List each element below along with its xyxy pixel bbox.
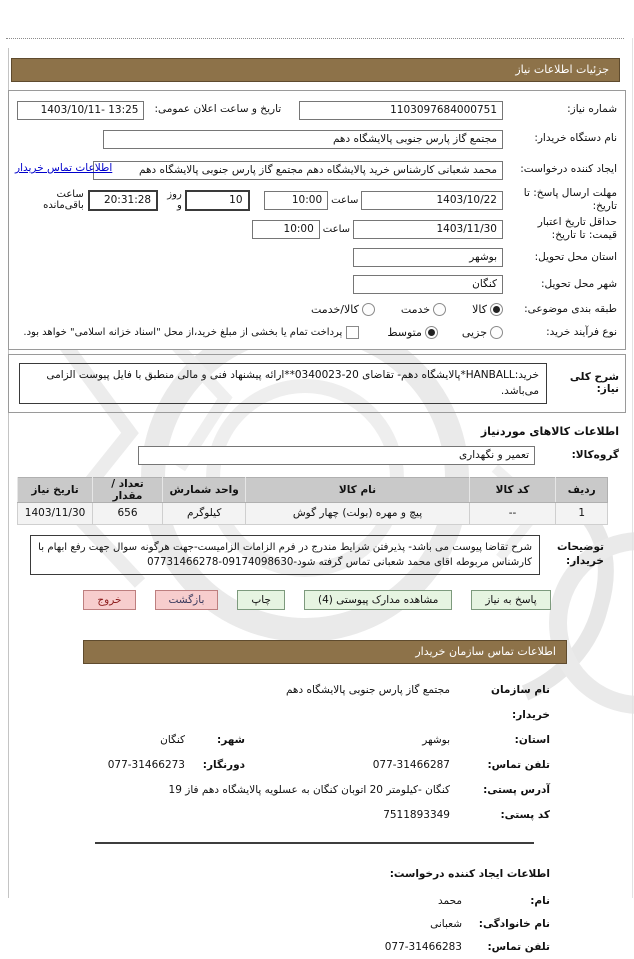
buyer-contact-info xyxy=(0,678,550,828)
need-details-page xyxy=(0,38,634,954)
dotted-separator xyxy=(6,38,624,39)
days-remaining-unit-label: روز و xyxy=(167,189,182,211)
contact-org-value: مجتمع گاز پارس جنوبی پالایشگاه دهم xyxy=(285,684,450,697)
action-buttons xyxy=(0,590,634,610)
contact-phone-value: 077-31466287 xyxy=(372,759,450,772)
contact-phone-label: تلفن تماس: xyxy=(487,759,550,772)
deadline-time-field[interactable]: 10:00 xyxy=(264,191,329,210)
days-remaining-field: 10 xyxy=(185,190,250,211)
radio-minor-label: جزیی xyxy=(461,326,487,339)
radio-minor[interactable] xyxy=(490,326,503,339)
treasury-checkbox-label: پرداخت تمام یا بخشی از مبلغ خرید،از محل "اسناد خزانه اسلامی" خواهد بود. xyxy=(23,327,343,338)
radio-medium-label: متوسط xyxy=(387,326,422,339)
request-creator-info xyxy=(0,890,634,959)
response-deadline-row xyxy=(13,186,621,214)
radio-goods-service[interactable] xyxy=(362,303,375,316)
delivery-province-row xyxy=(13,244,621,271)
radio-service[interactable] xyxy=(433,303,446,316)
creator-phone-row xyxy=(0,936,550,959)
need-number-row xyxy=(13,96,621,124)
purchase-process-label: نوع فرآیند خرید: xyxy=(546,325,617,338)
creator-last-name-row xyxy=(0,913,550,936)
view-attachments-button[interactable]: مشاهده مدارک پیوستی (4) xyxy=(304,590,452,610)
request-creator-row xyxy=(13,154,621,186)
need-description-field[interactable]: خرید:HANBALL*پالایشگاه دهم- تقاضای 20-0340023**ارائه پیشنهاد فنی و مالی منطبق با فایل پیوست الزامی می‌باشد. xyxy=(19,363,547,404)
contact-postal-row xyxy=(0,803,550,828)
contact-address-row xyxy=(0,778,550,803)
col-row-number: ردیف xyxy=(556,477,608,502)
radio-goods-service-label: کالا/خدمت xyxy=(311,303,359,316)
validity-time-field[interactable]: 10:00 xyxy=(252,220,320,239)
deadline-date-field[interactable]: 1403/10/22 xyxy=(361,191,503,210)
col-need-date: تاریخ نیاز xyxy=(18,477,93,502)
col-unit: واحد شمارش xyxy=(162,477,246,502)
print-button[interactable]: چاپ xyxy=(237,590,285,610)
creator-first-name-value: محمد xyxy=(438,895,462,908)
radio-service-label: خدمت xyxy=(400,303,431,316)
radio-goods[interactable] xyxy=(490,303,503,316)
creator-first-name-label: نام: xyxy=(530,895,550,908)
need-number-field[interactable]: 1103097684000751 xyxy=(299,101,503,120)
contact-address-value: کنگان -کیلومتر 20 اتوبان کنگان به عسلویه پالایشگاه دهم فاز 19 xyxy=(168,784,450,797)
back-button[interactable]: بازگشت xyxy=(155,590,219,610)
cell-goods-name: پیچ و مهره (بولت) چهار گوش xyxy=(246,502,469,524)
goods-section-heading: اطلاعات کالاهای موردنیاز xyxy=(480,424,619,438)
buyer-org-field[interactable]: مجتمع گاز پارس جنوبی پالایشگاه دهم xyxy=(103,130,503,149)
announce-datetime-field[interactable]: 1403/10/11- 13:25 xyxy=(17,101,144,120)
contact-fax-value: 077-31466273 xyxy=(107,759,185,772)
need-description-panel xyxy=(8,354,626,413)
announce-datetime-label: تاریخ و ساعت اعلان عمومی: xyxy=(154,103,282,116)
time-remaining-field: 20:31:28 xyxy=(88,190,158,211)
col-goods-code: کد کالا xyxy=(469,477,556,502)
col-goods-name: نام کالا xyxy=(246,477,469,502)
contact-province-value: بوشهر xyxy=(422,734,450,747)
creator-first-name-row xyxy=(0,890,550,913)
buyer-notes-row xyxy=(30,535,604,576)
buyer-notes-field[interactable]: شرح تقاضا پیوست می باشد- پذیرفتن شرایط مندرج در فرم الزامات الزامیست-جهت هرگونه سوال جهت رفع ابهام با کارشناس مربوطه اقای محمد شعبانی تماس گرفته شود-09174098630-07731466278 xyxy=(30,535,540,576)
creator-phone-label: تلفن تماس: xyxy=(487,941,550,954)
cell-need-date: 1403/11/30 xyxy=(18,502,93,524)
section-header-buyer-contact xyxy=(83,640,567,664)
goods-table-row[interactable] xyxy=(18,502,608,524)
contact-fax-label: دورنگار: xyxy=(202,759,245,772)
validity-date-field[interactable]: 1403/11/30 xyxy=(353,220,503,239)
contact-city-label: شهر: xyxy=(217,734,245,747)
price-validity-row xyxy=(13,214,621,244)
goods-group-row xyxy=(15,446,619,465)
col-quantity: تعداد / مقدار xyxy=(93,477,163,502)
contact-org-row xyxy=(0,678,550,728)
creator-last-name-value: شعبانی xyxy=(430,918,462,931)
contact-address-label: آدرس پستی: xyxy=(483,784,550,797)
contact-province-label: استان: xyxy=(514,734,550,747)
need-info-panel xyxy=(8,90,626,350)
goods-group-field[interactable]: تعمیر و نگهداری xyxy=(138,446,535,465)
buyer-org-label: نام دستگاه خریدار: xyxy=(534,132,617,145)
respond-to-need-button[interactable]: پاسخ به نیاز xyxy=(471,590,550,610)
need-number-label: شماره نیاز: xyxy=(567,103,617,116)
treasury-checkbox[interactable] xyxy=(346,326,359,339)
response-deadline-label: مهلت ارسال پاسخ: تا تاریخ: xyxy=(523,186,617,212)
request-creator-heading: اطلاعات ایجاد کننده درخواست: xyxy=(389,868,550,881)
contact-postal-label: کد پستی: xyxy=(500,809,550,822)
purchase-process-row xyxy=(13,321,621,344)
subject-classification-label: طبقه بندی موضوعی: xyxy=(524,302,617,315)
subject-classification-row xyxy=(13,298,621,321)
goods-table-header-row xyxy=(18,477,608,502)
price-validity-label: حداقل تاریخ اعتبار قیمت: تا تاریخ: xyxy=(537,215,617,241)
contact-city-value: کنگان xyxy=(160,734,185,747)
delivery-province-label: استان محل تحویل: xyxy=(534,250,617,263)
deadline-hour-label: ساعت xyxy=(331,194,359,206)
request-creator-label: ایجاد کننده درخواست: xyxy=(520,163,617,176)
buyer-notes-label: توضیحات خریدار: xyxy=(556,541,604,567)
buyer-org-row xyxy=(13,124,621,154)
need-description-label: شرح کلی نیاز: xyxy=(569,371,619,396)
time-remaining-label: ساعت باقی‌مانده xyxy=(43,189,84,211)
exit-button[interactable]: خروج xyxy=(83,590,135,610)
contact-postal-value: 7511893349 xyxy=(383,809,450,822)
contact-province-city-row xyxy=(0,728,550,753)
contact-org-label: نام سازمان خریدار: xyxy=(491,684,550,722)
cell-unit: کیلوگرم xyxy=(162,502,246,524)
validity-hour-label: ساعت xyxy=(322,223,350,235)
contact-phone-fax-row xyxy=(0,753,550,778)
cell-quantity: 656 xyxy=(93,502,163,524)
request-creator-field[interactable]: محمد شعبانی کارشناس خرید پالایشگاه دهم مجتمع گاز پارس جنوبی پالایشگاه دهم xyxy=(93,161,503,180)
section-header-need-details xyxy=(11,58,620,82)
creator-last-name-label: نام خانوادگی: xyxy=(478,918,550,931)
creator-phone-value: 077-31466283 xyxy=(384,941,462,954)
section-header-need-details-label: جزئیات اطلاعات نیاز xyxy=(515,63,609,76)
divider-line xyxy=(95,842,534,844)
delivery-province-field[interactable]: بوشهر xyxy=(353,248,503,267)
delivery-city-field[interactable]: کنگان xyxy=(353,275,503,294)
delivery-city-row xyxy=(13,271,621,298)
radio-medium[interactable] xyxy=(425,326,438,339)
section-header-buyer-contact-label: اطلاعات تماس سازمان خریدار xyxy=(415,645,556,659)
delivery-city-label: شهر محل تحویل: xyxy=(541,277,617,290)
goods-table xyxy=(17,477,608,525)
cell-row-number: 1 xyxy=(556,502,608,524)
goods-group-label: گروه‌کالا: xyxy=(571,449,619,462)
cell-goods-code: -- xyxy=(469,502,556,524)
radio-goods-label: کالا xyxy=(472,303,487,316)
buyer-contact-link[interactable]: اطلاعات تماس خریدار xyxy=(15,162,113,174)
